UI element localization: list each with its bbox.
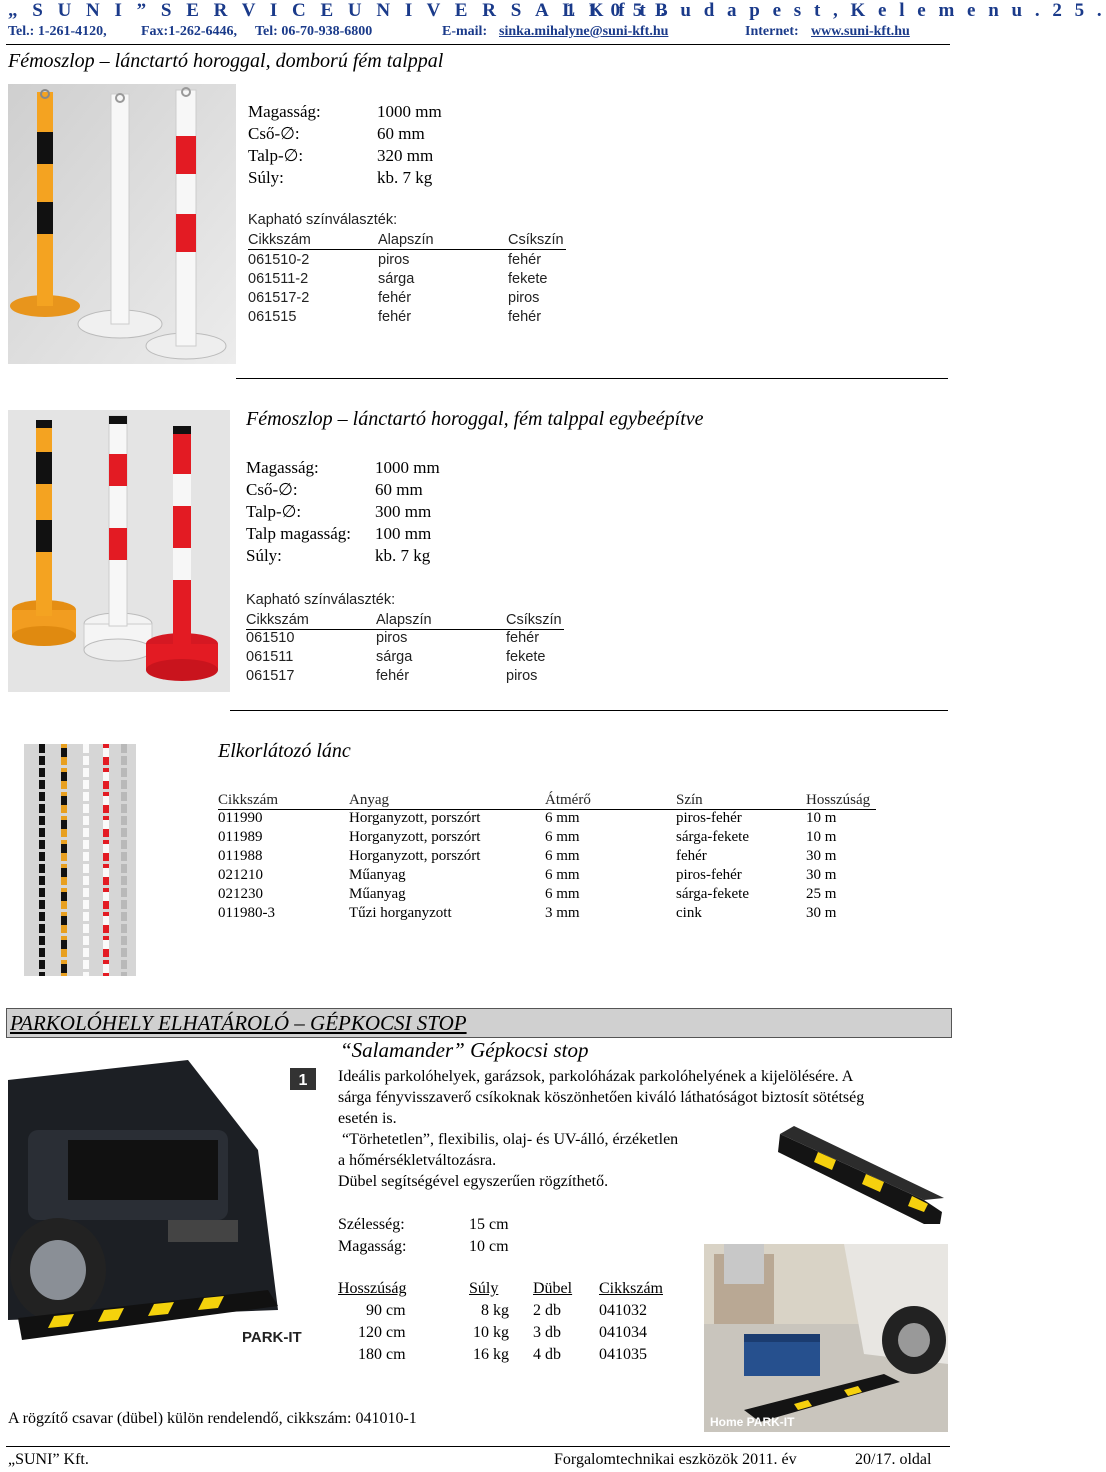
table-cell: piros-fehér — [676, 867, 742, 883]
column-header: Anyag — [349, 792, 389, 808]
table-cell: Horganyzott, porszórt — [349, 810, 481, 826]
chains-illustration — [24, 744, 136, 976]
table-cell: 011989 — [218, 829, 263, 845]
column-header: Cikkszám — [218, 792, 278, 808]
table-cell: 6 mm — [545, 829, 580, 845]
company-name: „ S U N I ” S E R V I C E U N I V E R S A L K f t . — [8, 0, 671, 21]
table-cell: 180 cm — [358, 1346, 406, 1363]
product-photo-garage — [704, 1244, 948, 1432]
table-cell: 2 db — [533, 1302, 561, 1319]
table-cell: 6 mm — [545, 886, 580, 902]
table-cell: 120 cm — [358, 1324, 406, 1341]
table-cell: fehér — [676, 848, 707, 864]
table-cell: sárga-fekete — [676, 886, 750, 902]
table-cell: 90 cm — [366, 1302, 406, 1319]
table-cell: 3 db — [533, 1324, 561, 1341]
phone: Tel.: 1-261-4120, — [8, 24, 107, 39]
table-cell: 041034 — [599, 1324, 647, 1341]
table-cell: 061517 — [246, 668, 295, 684]
column-header: Hosszúság — [338, 1280, 407, 1297]
spec-value: 300 mm — [375, 502, 432, 521]
spec-label: Cső-∅: — [248, 124, 300, 143]
table-cell: 30 m — [806, 848, 837, 864]
dowel-note: A rögzítő csavar (dübel) külön rendelendő, cikkszám: 041010-1 — [8, 1410, 417, 1427]
table-cell: 8 kg — [481, 1302, 509, 1319]
footer-company: „SUNI” Kft. — [8, 1451, 89, 1468]
spec-label: Magasság: — [338, 1238, 407, 1255]
table-cell: 061517-2 — [248, 290, 310, 306]
section2-specs — [246, 458, 506, 568]
table-cell: Műanyag — [349, 886, 406, 902]
spec-label: Súly: — [246, 546, 282, 565]
column-header: Alapszín — [378, 232, 434, 248]
footer-page-number: 20/17. oldal — [855, 1451, 932, 1468]
table-cell: 021230 — [218, 886, 263, 902]
internet-label: Internet: — [745, 24, 799, 39]
product-photo-chains — [24, 744, 136, 976]
spec-value: 60 mm — [375, 480, 423, 499]
table-cell: 6 mm — [545, 867, 580, 883]
column-header: Alapszín — [376, 612, 432, 628]
column-header: Csíkszín — [506, 612, 562, 628]
column-header: Dübel — [533, 1280, 573, 1297]
table-cell: sárga — [378, 271, 415, 287]
spec-value: 100 mm — [375, 524, 432, 543]
section1-specs — [248, 102, 508, 190]
table-cell: Műanyag — [349, 867, 406, 883]
table-cell: 041032 — [599, 1302, 647, 1319]
spec-value: 1000 mm — [375, 458, 440, 477]
company-address: 1 1 0 5 B u d a p e s t , K e l e m e n u . 2 5 . — [566, 0, 1106, 21]
table-cell: fehér — [378, 290, 412, 306]
spec-value: kb. 7 kg — [375, 546, 431, 565]
table-cell: 6 mm — [545, 848, 580, 864]
table-cell: 16 kg — [473, 1346, 509, 1363]
table-cell: sárga-fekete — [676, 829, 750, 845]
description-line: a hőmérsékletváltozásra. — [338, 1152, 497, 1169]
product-photo-wheel-stop — [774, 1108, 946, 1224]
product-photo-posts-domed-base — [8, 84, 236, 364]
column-header: Súly — [469, 1280, 499, 1297]
email-link[interactable]: sinka.mihalyne@suni-kft.hu — [499, 24, 669, 39]
table-cell: Horganyzott, porszórt — [349, 829, 481, 845]
description-line: Ideális parkolóhelyek, garázsok, parkolóházak parkolóhelyének a kijelölésére. A — [338, 1068, 854, 1085]
photo-caption: Home PARK-IT — [710, 1415, 795, 1429]
table-cell: fehér — [508, 252, 542, 268]
table-cell: 25 m — [806, 886, 837, 902]
table-cell: 30 m — [806, 867, 837, 883]
posts-illustration — [8, 84, 236, 364]
spec-value: 10 cm — [469, 1238, 509, 1255]
garage-illustration — [704, 1244, 948, 1432]
header-divider — [6, 44, 950, 45]
stop-table — [338, 1280, 698, 1368]
spec-value: 60 mm — [377, 124, 425, 143]
column-header: Cikkszám — [599, 1280, 663, 1297]
table-cell: 061515 — [248, 309, 297, 325]
table-cell: 10 m — [806, 810, 837, 826]
mobile-phone: Tel: 06-70-938-6800 — [255, 24, 373, 39]
table-cell: cink — [676, 905, 702, 921]
spec-value: 1000 mm — [377, 102, 442, 121]
email-label: E-mail: — [442, 24, 488, 39]
photo-badge: 1 — [298, 1072, 308, 1089]
table-cell: 6 mm — [545, 810, 580, 826]
spec-value: kb. 7 kg — [377, 168, 433, 187]
table-cell: fehér — [508, 309, 542, 325]
product-photo-posts-integrated-base — [8, 410, 230, 692]
table-cell: fekete — [506, 649, 546, 665]
table-header-rule — [248, 249, 566, 250]
spec-label: Talp magasság: — [246, 524, 352, 543]
column-header: Hosszúság — [806, 792, 871, 808]
website-link[interactable]: www.suni-kft.hu — [811, 24, 910, 39]
photo-logo: PARK-IT — [242, 1329, 302, 1346]
description-line: “Törhetetlen”, flexibilis, olaj- és UV-álló, érzéketlen — [342, 1131, 679, 1148]
company-header — [8, 0, 1106, 22]
spec-label: Magasság: — [246, 458, 319, 477]
wheel-stop-illustration — [774, 1108, 946, 1224]
posts-illustration — [8, 410, 230, 692]
table-cell: piros — [506, 668, 538, 684]
section2-color-table — [246, 592, 576, 692]
product-photo-car-stop — [8, 1060, 328, 1356]
section1-color-table — [248, 212, 578, 332]
table-cell: fehér — [376, 668, 410, 684]
spec-label: Magasság: — [248, 102, 321, 121]
table-cell: 021210 — [218, 867, 263, 883]
table-cell: fehér — [506, 630, 540, 646]
spec-label: Szélesség: — [338, 1216, 405, 1233]
footer-divider — [6, 1446, 950, 1447]
column-header: Cikkszám — [248, 232, 311, 248]
product-title: “Salamander” Gépkocsi stop — [340, 1038, 589, 1062]
description-line: sárga fényvisszaverő csíkoknak köszönhetően kiváló láthatóságot biztosít sötétség — [338, 1089, 865, 1106]
table-cell: 061511-2 — [248, 271, 309, 287]
table-cell: 011988 — [218, 848, 263, 864]
table-cell: sárga — [376, 649, 413, 665]
table-cell: piros — [378, 252, 410, 268]
contact-line — [8, 24, 948, 42]
column-header: Átmérő — [545, 792, 591, 808]
table-cell: 041035 — [599, 1346, 647, 1363]
section-divider — [230, 710, 948, 711]
chain-table-body — [218, 810, 938, 930]
table-cell: fekete — [508, 271, 548, 287]
section-divider — [236, 378, 948, 379]
section4-title: PARKOLÓHELY ELHATÁROLÓ – GÉPKOCSI STOP — [10, 1011, 467, 1035]
section1-title: Fémoszlop – lánctartó horoggal, domború fém talppal — [8, 50, 444, 72]
table-cell: Horganyzott, porszórt — [349, 848, 481, 864]
column-header: Csíkszín — [508, 232, 564, 248]
table-cell: piros — [508, 290, 540, 306]
table-cell: Tűzi horganyzott — [349, 905, 452, 921]
table-cell: 3 mm — [545, 905, 580, 921]
spec-value: 15 cm — [469, 1216, 509, 1233]
spec-value: 320 mm — [377, 146, 434, 165]
spec-label: Talp-∅: — [246, 502, 302, 521]
table-cell: 011980-3 — [218, 905, 275, 921]
table-cell: 061511 — [246, 649, 294, 665]
table-cell: 10 kg — [473, 1324, 509, 1341]
stop-specs — [338, 1216, 558, 1260]
table-cell: 10 m — [806, 829, 837, 845]
color-heading: Kapható színválaszték: — [246, 592, 396, 608]
table-cell: 4 db — [533, 1346, 561, 1363]
table-cell: 061510 — [246, 630, 295, 646]
description-line: Dübel segítségével egyszerűen rögzíthető. — [338, 1173, 609, 1190]
color-heading: Kapható színválaszték: — [248, 212, 398, 228]
section4-title-bar — [6, 1008, 952, 1038]
table-cell: 30 m — [806, 905, 837, 921]
table-cell: piros — [376, 630, 408, 646]
table-cell: 061510-2 — [248, 252, 310, 268]
column-header: Szín — [676, 792, 703, 808]
spec-label: Cső-∅: — [246, 480, 298, 499]
fax: Fax:1-262-6446, — [141, 24, 238, 39]
section3-title: Elkorlátozó lánc — [218, 740, 351, 762]
table-cell: piros-fehér — [676, 810, 742, 826]
description-line: esetén is. — [338, 1110, 397, 1127]
spec-label: Talp-∅: — [248, 146, 304, 165]
footer-catalog: Forgalomtechnikai eszközök 2011. év — [554, 1451, 797, 1468]
table-cell: 011990 — [218, 810, 263, 826]
car-illustration — [8, 1060, 328, 1356]
spec-label: Súly: — [248, 168, 284, 187]
table-cell: fehér — [378, 309, 412, 325]
section2-title: Fémoszlop – lánctartó horoggal, fém talppal egybeépítve — [246, 408, 704, 430]
column-header: Cikkszám — [246, 612, 309, 628]
